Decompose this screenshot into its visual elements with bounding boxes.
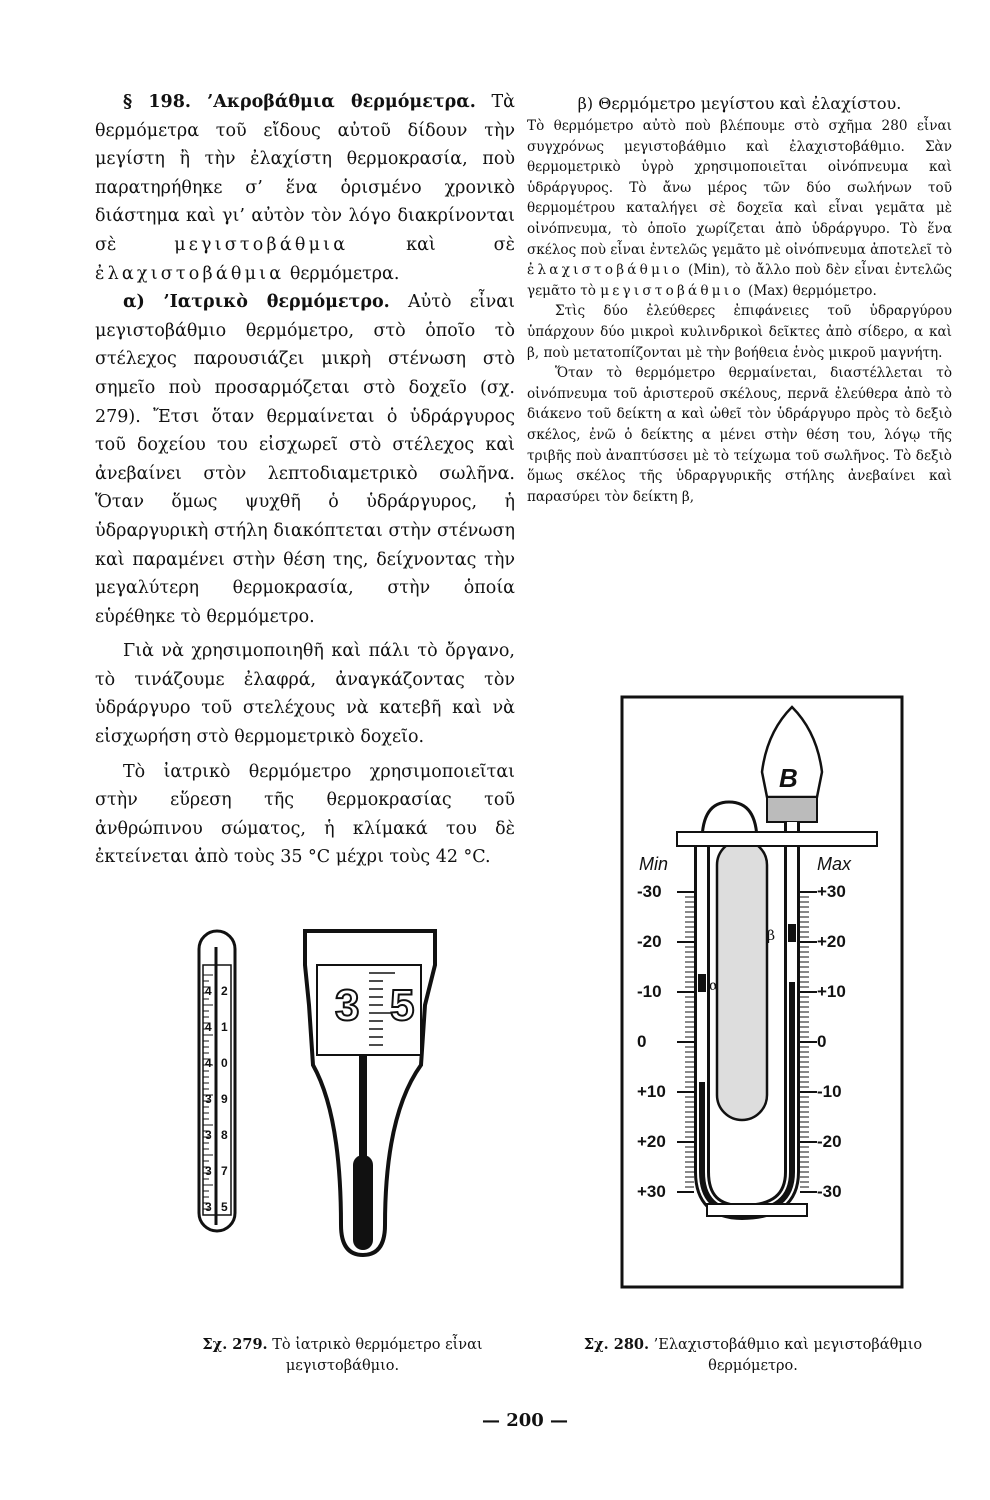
index-alpha-label: α <box>709 978 719 994</box>
min-scale-label: 0 <box>637 1032 647 1051</box>
max-scale-label: +20 <box>817 932 846 951</box>
left-column <box>95 88 515 872</box>
term-min: ἐλαχιστοβάθμια <box>95 263 285 284</box>
term-min-right: ἐλαχιστοβάθμιο <box>527 262 684 279</box>
index-alpha <box>698 974 706 992</box>
min-scale-label: +20 <box>637 1132 666 1151</box>
section-heading: § 198. ’Ακροβάθμια θερμόμετρα. <box>123 92 476 112</box>
paragraph-heating: Ὅταν τὸ θερμόμετρο θερμαίνεται, διαστέλλεται τὸ οἰνόπνευμα τοῦ ἀριστεροῦ σκέλους, περνᾶ ἐλεύθερα ἀπὸ τὸ διάκενο τοῦ δείκτη α καὶ ὠθεῖ τὸν ὑδράργυρο πρὸς τὸ δεξιὸ σκέλος, ἐνῶ ὁ δείκτης α μένει στὴν θέση του, λόγῳ τῆς τριβῆς ποὺ ἀναπτύσσει μὲ τὸ τείχωμα τοῦ σωλῆνος. Τὸ δεξιὸ ὅμως σκέλος τῆς ὑδραργυρικῆς στήλης ἀνεβαίνει καὶ παρασύρει τὸν δείκτη β, <box>527 365 952 505</box>
paragraph-medical: α) ’Ιατρικὸ θερμόμετρο. Αὐτὸ εἶναι μεγιστοβάθμιο θερμόμετρο, στὸ ὁποῖο τὸ στέλεχος παρουσιάζει μικρὴ στένωση στὸ σημεῖο ποὺ προσαρμόζεται στὸ δοχεῖο (σχ. 279). Ἔτσι ὅταν θερμαίνεται ὁ ὑδράργυρος τοῦ δοχείου του εἰσχωρεῖ στὸ στέλεχος καὶ ἀνεβαίνει στὸν λεπτοδιαμετρικὸ σωλῆνα. Ὅταν ὅμως ψυχθῆ ὁ ὑδράργυρος, ἡ ὑδραργυρικὴ στήλη διακόπτεται στὴν στένωση καὶ παραμένει στὴν θέση της, δείχνοντας τὴν μεγαλύτερη θερμοκρασία, στὴν ὁποία εὑρέθηκε τὸ θερμόμετρο. <box>95 292 515 627</box>
index-beta <box>788 924 796 942</box>
scale-digit-right: 2 <box>221 984 228 998</box>
scale-digit-right: 9 <box>221 1092 228 1106</box>
max-scale-label: -20 <box>817 1132 842 1151</box>
paragraph-reuse: Γιὰ νὰ χρησιμοποιηθῆ καὶ πάλι τὸ ὄργανο, τὸ τινάζουμε ἐλαφρά, ἀναγκάζοντας τὸν ὑδράργυρο τοῦ στελέχους νὰ κατεβῆ καὶ νὰ εἰσχωρήση στὸ θερμομετρικὸ δοχεῖο. <box>95 641 515 748</box>
subheading-b: β) Θερμόμετρο μεγίστου καὶ ἐλαχίστου. <box>577 94 902 113</box>
scale-digit-left: 3 <box>205 1092 212 1106</box>
scale-digit-right: 1 <box>221 1020 228 1034</box>
min-label: Min <box>639 854 669 874</box>
paragraph-intro: § 198. ’Ακροβάθμια θερμόμετρα. Τὰ θερμόμετρα τοῦ εἴδους αὐτοῦ δίδουν τὴν μεγίστη ἢ τὴν ἐλαχίστη θερμοκρασία, ποὺ παρατηρήθηκε σ’ ἕνα ὁρισμένο χρονικὸ διάστημα καὶ γι’ αὐτὸν τὸν λόγο διακρίνονται σὲ μεγιστοβάθμια καὶ σὲ ἐλαχιστοβάθμια θερμόμετρα. <box>95 92 515 284</box>
subheading-a: α) ’Ιατρικὸ θερμόμετρο. <box>123 292 390 313</box>
max-scale-label: -30 <box>817 1182 842 1201</box>
top-clamp <box>677 832 877 846</box>
scale-digit-left: 3 <box>205 1200 212 1214</box>
min-scale-label: -10 <box>637 982 662 1001</box>
bottom-clamp <box>707 1204 807 1216</box>
term-max-right: μεγιστοβάθμιο <box>600 282 744 299</box>
figure-279-medical-thermometer <box>185 925 440 1265</box>
zoom-digit-3: 3 <box>335 981 360 1030</box>
max-label: Max <box>817 854 852 874</box>
scale-digit-left: 3 <box>205 1164 212 1178</box>
mercury-bulb <box>353 1155 373 1250</box>
caption-280: Σχ. 280. ’Ελαχιστοβάθμιο καὶ μεγιστοβάθμιο θερμόμετρο. <box>583 1336 923 1374</box>
paragraph-indices: Στὶς δύο ἐλεύθερες ἐπιφάνειες τοῦ ὑδραργύρου ὑπάρχουν δύο μικροὶ κυλινδρικοὶ δεῖκτες ἀπὸ σίδερο, α καὶ β, ποὺ μετατοπίζονται μὲ τὴν βοήθεια ἑνὸς μικροῦ μαγνήτη. <box>527 303 952 361</box>
bulb-b-label: B <box>779 763 798 793</box>
zoom-digit-5: 5 <box>390 981 415 1030</box>
right-column <box>527 92 952 507</box>
page-number: — 200 — <box>481 1410 569 1431</box>
paragraph-maxmin: Τὸ θερμόμετρο αὐτὸ ποὺ βλέπουμε στὸ σχῆμα 280 εἶναι συγχρόνως μεγιστοβάθμιο καὶ ἐλαχιστοβάθμιο. Σὰν θερμομετρικὸ ὑγρὸ χρησιμοποιεῖται οἰνόπνευμα καὶ ὑδράργυρος. Τὸ ἄνω μέρος τῶν δύο σωλήνων τοῦ θερμομέτρου καταλήγει σὲ δοχεῖα καὶ εἶναι γεμᾶτα μὲ οἰνόπνευμα, τὸ ὁποῖο χωρίζεται ἀπὸ ὑδράργυρο. Τὸ ἕνα σκέλος ποὺ εἶναι ἐντελῶς γεμᾶτο μὲ οἰνόπνευμα ἀποτελεῖ τὸ ἐλαχιστοβάθμιο (Min), τὸ ἄλλο ποὺ δὲν εἶναι ἐντελῶς γεμᾶτο τὸ μεγιστοβάθμιο (Max) θερμόμετρο. <box>527 118 952 299</box>
alcohol-chamber <box>717 840 767 1120</box>
figure-280-maxmin-thermometer <box>617 692 907 1292</box>
scale-digit-left: 4 <box>205 1056 212 1070</box>
scale-digit-left: 4 <box>205 984 212 998</box>
index-beta-label: β <box>767 928 776 944</box>
min-scale-label: +30 <box>637 1182 666 1201</box>
min-scale-label: -20 <box>637 932 662 951</box>
term-max: μεγιστοβάθμια <box>174 234 349 255</box>
scale-digit-left: 4 <box>205 1020 212 1034</box>
scale-digit-right: 8 <box>221 1128 228 1142</box>
max-scale-label: -10 <box>817 1082 842 1101</box>
scale-digit-left: 3 <box>205 1128 212 1142</box>
scale-digit-right: 0 <box>221 1056 228 1070</box>
max-scale-label: 0 <box>817 1032 827 1051</box>
min-scale-label: +10 <box>637 1082 666 1101</box>
min-scale-label: -30 <box>637 882 662 901</box>
caption-279: Σχ. 279. Τὸ ἰατρικὸ θερμόμετρο εἶναι μεγιστοβάθμιο. <box>202 1336 483 1374</box>
max-scale-label: +30 <box>817 882 846 901</box>
max-scale-label: +10 <box>817 982 846 1001</box>
paragraph-usage: Τὸ ἰατρικὸ θερμόμετρο χρησιμοποιεῖται στὴν εὕρεση τῆς θερμοκρασίας τοῦ ἀνθρώπινου σώματος, ἡ κλίμακά του δὲ ἐκτείνεται ἀπὸ τοὺς 35 °C μέχρι τοὺς 42 °C. <box>95 761 515 868</box>
medical-thermometer-zoom <box>305 931 435 1255</box>
scale-digit-right: 5 <box>221 1200 228 1214</box>
scale-digit-right: 7 <box>221 1164 228 1178</box>
medical-thermometer-small <box>199 931 235 1231</box>
